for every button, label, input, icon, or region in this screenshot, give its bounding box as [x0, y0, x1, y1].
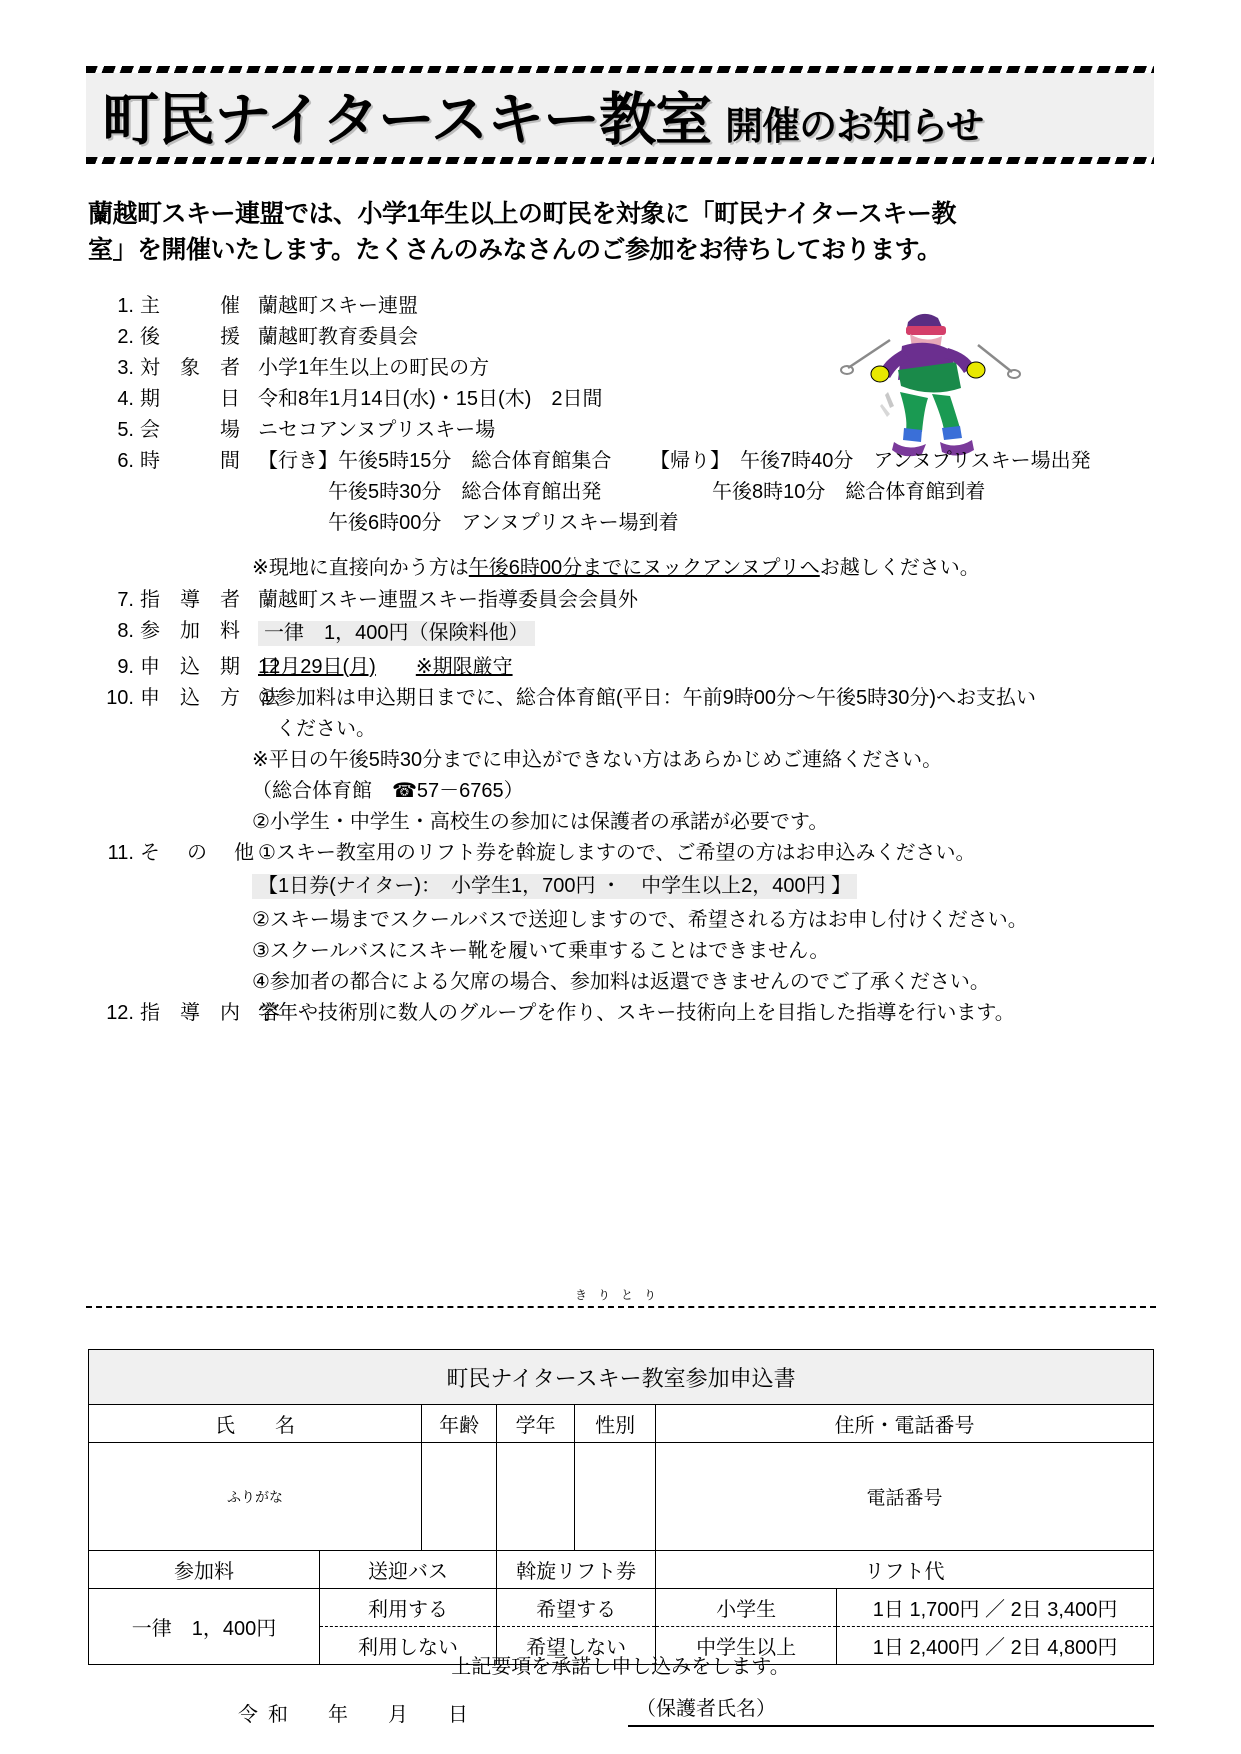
item-4-label: 期 日	[140, 388, 240, 410]
deadline-gap	[376, 656, 416, 678]
header-lift-price: リフト代	[656, 1551, 1154, 1589]
deadline-strict-note: ※期限厳守	[415, 656, 513, 678]
item-1-number: 1.	[117, 295, 134, 317]
bus-use-no[interactable]: 利用しない	[320, 1627, 497, 1665]
item-3-label: 対 象 者	[140, 357, 240, 379]
list-item-6	[96, 451, 1166, 544]
price-value-juniorhigh: 1日 2,400円 ／ 2日 4,800円	[837, 1627, 1154, 1665]
title-banner-inner	[86, 74, 983, 156]
schedule-line-3	[258, 513, 1166, 544]
item-7-number: 7.	[117, 589, 134, 611]
item-10-sub-4: ②小学生・中学生・高校生の参加には保護者の承諾が必要です。	[252, 811, 829, 833]
item-11-number: 11.	[107, 842, 134, 864]
item-10-sub-1b: ください。	[276, 718, 376, 740]
item-5-number: 5.	[117, 419, 134, 441]
grade-field[interactable]	[497, 1443, 575, 1551]
item-2-number: 2.	[117, 326, 134, 348]
form-header-row	[89, 1405, 1154, 1443]
schedule-line-1	[258, 451, 1166, 482]
item-11-sub-2: ②スキー場までスクールバスで送迎しますので、希望される方はお申し付けください。	[252, 909, 1028, 931]
departure-time-1: 【行き】午後5時15分 総合体育館集合	[258, 450, 612, 472]
title-banner	[86, 66, 1154, 164]
list-item-7	[96, 590, 1166, 610]
cut-line-dashes	[86, 1306, 1156, 1308]
cut-line	[86, 1286, 1156, 1316]
item-9-value	[258, 657, 1166, 677]
cut-line-label: きりとり	[571, 1286, 671, 1303]
intro-line-2: 室」を開催いたします。たくさんのみなさんのご参加をお待ちしております。	[88, 236, 942, 265]
intro-paragraph	[88, 196, 1158, 269]
furigana-field[interactable]: ふりがな	[89, 1443, 422, 1551]
direct-arrival-note	[252, 558, 1166, 578]
item-4-value: 令和8年1月14日(水)・15日(木) 2日間	[258, 388, 603, 410]
item-5-value: ニセコアンヌプリスキー場	[258, 419, 496, 441]
header-gender: 性別	[575, 1405, 656, 1443]
application-form-table	[88, 1349, 1154, 1665]
list-item-4	[96, 389, 1166, 409]
item-11-sub-4: ④参加者の都合による欠席の場合、参加料は返還できませんのでご了承ください。	[252, 971, 990, 993]
lift-want-no[interactable]: 希望しない	[497, 1627, 656, 1665]
item-9-label: 申 込 期 日	[140, 656, 280, 678]
header-address: 住所・電話番号	[656, 1405, 1154, 1443]
form-title: 町民ナイタースキー教室参加申込書	[89, 1350, 1154, 1405]
item-6-schedule	[258, 451, 1166, 544]
price-value-elementary: 1日 1,700円 ／ 2日 3,400円	[837, 1589, 1154, 1627]
signature-row	[88, 1692, 1154, 1727]
item-11-lift-price-wrap	[252, 874, 1166, 899]
list-item-9	[96, 657, 1166, 677]
header-fee: 参加料	[89, 1551, 320, 1589]
note-prefix: ※現地に直接向かう方は	[252, 557, 469, 579]
item-5-label: 会 場	[140, 419, 240, 441]
lift-ticket-price-highlight: 【1日券(ナイター)： 小学生1，700円 ・ 中学生以上2，400円 】	[252, 874, 857, 899]
intro-line-1: 蘭越町スキー連盟では、小学1年生以上の町民を対象に「町民ナイタースキー教	[88, 200, 956, 228]
list-item-11	[96, 843, 1166, 863]
form-entry-row[interactable]	[89, 1443, 1154, 1551]
item-10-sub-2: ※平日の午後5時30分までに申込ができない方はあらかじめご連絡ください。	[252, 749, 943, 771]
list-item-5	[96, 420, 1166, 440]
form-options-header-row	[89, 1551, 1154, 1589]
header-bus: 送迎バス	[320, 1551, 497, 1589]
item-4-number: 4.	[117, 388, 134, 410]
return-time-1: 【帰り】 午後7時40分 アンヌプリスキー場出発	[650, 450, 1091, 472]
details-list	[96, 296, 1166, 1034]
item-7-label: 指 導 者	[140, 589, 240, 611]
item-10-label: 申 込 方 法	[140, 687, 280, 709]
participation-fee-highlight: 一律 1，400円（保険料他）	[258, 621, 535, 646]
note-suffix: お越しください。	[819, 557, 980, 579]
address-tel-field[interactable]: 電話番号	[656, 1443, 1154, 1551]
item-10-value: ①参加料は申込期日までに、総合体育館(平日：午前9時00分～午後5時30分)へお支払い	[258, 687, 1036, 709]
departure-time-3: 午後6時00分 アンヌプリスキー場到着	[328, 512, 679, 534]
item-10-number: 10.	[106, 687, 134, 709]
item-3-number: 3.	[117, 357, 134, 379]
return-time-2: 午後8時10分 総合体育館到着	[712, 481, 986, 503]
header-age: 年齢	[422, 1405, 497, 1443]
item-8-label: 参 加 料	[140, 620, 240, 642]
item-7-value: 蘭越町スキー連盟スキー指導委員会会員外	[258, 589, 638, 611]
list-item-3	[96, 358, 1166, 378]
item-3-value: 小学1年生以上の町民の方	[258, 357, 490, 379]
list-item-10	[96, 688, 1166, 708]
item-6-number: 6.	[117, 450, 134, 472]
form-title-row	[89, 1350, 1154, 1405]
price-who-elementary: 小学生	[656, 1589, 837, 1627]
item-12-label: 指 導 内 容	[140, 1002, 280, 1024]
item-2-label: 後 援	[140, 326, 240, 348]
price-who-juniorhigh: 中学生以上	[656, 1627, 837, 1665]
header-name: 氏 名	[89, 1405, 422, 1443]
header-lift: 斡旋リフト券	[497, 1551, 656, 1589]
signature-date-field[interactable]: 令和 年 月 日	[238, 1704, 478, 1726]
age-field[interactable]	[422, 1443, 497, 1551]
page-subtitle: 開催のお知らせ	[725, 106, 984, 148]
item-9-number: 9.	[117, 656, 134, 678]
header-grade: 学年	[497, 1405, 575, 1443]
page-title: 町民ナイタースキー教室	[102, 88, 712, 152]
fee-value: 一律 1，400円	[89, 1589, 320, 1665]
item-8-number: 8.	[117, 620, 134, 642]
item-8-value-wrap	[258, 621, 1166, 646]
item-12-value: 学年や技術別に数人のグループを作り、スキー技術向上を目指した指導を行います。	[258, 1002, 1015, 1024]
gender-field[interactable]	[575, 1443, 656, 1551]
consent-text: 上記要項を承諾し申し込みをします。	[451, 1656, 790, 1678]
item-10-sub-3-phone: （総合体育館 ☎57－6765）	[252, 780, 524, 802]
item-11-label: そ の 他	[140, 842, 258, 864]
item-11-sub-3: ③スクールバスにスキー靴を履いて乗車することはできません。	[252, 940, 830, 962]
note-underlined: 午後6時00分までにヌックアンヌプリへ	[468, 557, 820, 579]
item-1-value: 蘭越町スキー連盟	[258, 295, 418, 317]
deadline-date: 12月29日(月)	[258, 656, 376, 678]
item-1-label: 主 催	[140, 295, 240, 317]
departure-time-2: 午後5時30分 総合体育館出発	[328, 481, 602, 503]
item-6-label: 時 間	[140, 450, 240, 472]
list-item-2	[96, 327, 1166, 347]
bus-use-yes[interactable]: 利用する	[320, 1589, 497, 1627]
lift-want-yes[interactable]: 希望する	[497, 1589, 656, 1627]
guardian-name-field[interactable]: （保護者氏名）	[628, 1692, 1154, 1727]
schedule-line-2	[258, 482, 1166, 513]
item-2-value: 蘭越町教育委員会	[258, 326, 418, 348]
form-options-row-1[interactable]	[89, 1589, 1154, 1627]
item-12-number: 12.	[106, 1002, 134, 1024]
item-11-value: ①スキー教室用のリフト券を斡旋しますので、ご希望の方はお申込みください。	[258, 842, 976, 864]
list-item-1	[96, 296, 1166, 316]
list-item-12	[96, 1003, 1166, 1023]
list-item-8	[96, 621, 1166, 646]
